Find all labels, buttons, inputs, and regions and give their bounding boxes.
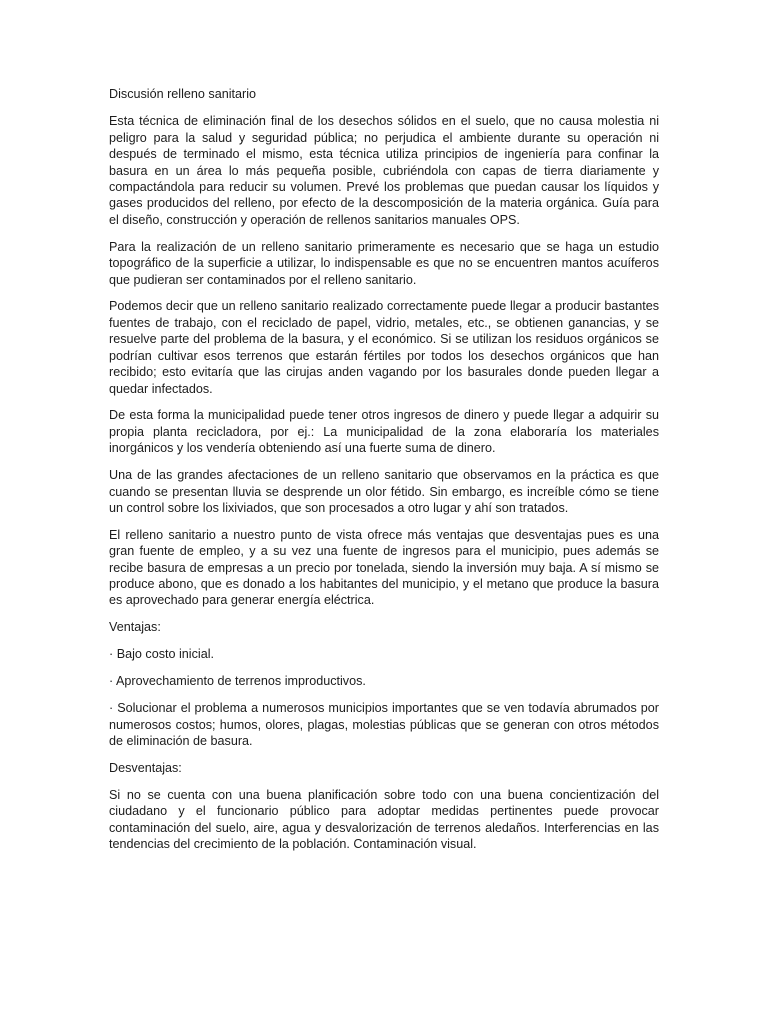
ventaja-item: · Aprovechamiento de terrenos improductivos. bbox=[109, 674, 366, 689]
paragraph-topographic-study: Para la realización de un relleno sanitario primeramente es necesario que se haga un estudio topográfico de la superficie a utilizar, lo indispensable es que no se encuentren mantos acuíferos que pudieran ser contaminados por el relleno sanitario. bbox=[109, 239, 659, 287]
ventajas-heading: Ventajas: bbox=[109, 620, 161, 635]
paragraph-definition: Esta técnica de eliminación final de los desechos sólidos en el suelo, que no causa molestia ni peligro para la salud y seguridad pública; no perjudica el ambiente durante su operación ni después de terminado el mismo, esta técnica utiliza principios de ingeniería para confinar la basura en un área lo más pequeña posible, cubriéndola con capas de tierra diariamente y compactándola para reducir su volumen. Prevé los problemas que puedan causar los líquidos y gases producidos del relleno, por efecto de la descomposición de la materia orgánica. Guía para el diseño, construcción y operación de rellenos sanitarios manuales OPS. bbox=[109, 114, 659, 227]
paragraph-opinion: El relleno sanitario a nuestro punto de vista ofrece más ventajas que desventajas pues es una gran fuente de empleo, y a su vez una fuente de ingresos para el municipio, pues además se recibe basura de empresas a un precio por tonelada, siendo la inversión muy baja. A sí mismo se produce abono, que es donado a los habitantes del municipio, y el metano que produce la basura es aprovechado para generar energía eléctrica. bbox=[109, 527, 659, 608]
desventajas-heading: Desventajas: bbox=[109, 760, 182, 775]
ventaja-item: · Bajo costo inicial. bbox=[109, 647, 214, 662]
paragraph-employment: Podemos decir que un relleno sanitario realizado correctamente puede llegar a producir bastantes fuentes de trabajo, con el reciclado de papel, vidrio, metales, etc., se obtienen ganancias, y se resuelve parte del problema de la basura, y el económico. Si se utilizan los residuos orgánicos se podrían cultivar esos terrenos que estarán fértiles por todos los desechos orgánicos que han recibido; esto evitaría que las cirujas anden vagando por los basurales donde pueden llegar a quedar infectados. bbox=[109, 299, 659, 396]
document-title: Discusión relleno sanitario bbox=[109, 87, 256, 101]
paragraph-municipal-income: De esta forma la municipalidad puede tener otros ingresos de dinero y puede llegar a adquirir su propia planta recicladora, por ej.: La municipalidad de la zona elaboraría los materiales inorgánicos y los vendería obteniendo así una fuerte suma de dinero. bbox=[109, 408, 659, 456]
paragraph-affectations: Una de las grandes afectaciones de un relleno sanitario que observamos en la práctica es que cuando se presentan lluvia se desprende un olor fétido. Sin embargo, es increíble cómo se tiene un control sobre los lixiviados, que son procesados a otro lugar y ahí son tratados. bbox=[109, 468, 659, 515]
desventajas-paragraph: Si no se cuenta con una buena planificación sobre todo con una buena concientización del ciudadano y el funcionario público para adoptar medidas pertinentes puede provocar contaminación del suelo, aire, agua y desvalorización de terrenos aledaños. Interferencias en las tendencias del crecimiento de la población. Contaminación visual. bbox=[109, 787, 659, 851]
document-body bbox=[109, 86, 659, 863]
ventaja-item: · Solucionar el problema a numerosos municipios importantes que se ven todavía abrumados por numerosos costos; humos, olores, plagas, molestias públicas que se generan con otros métodos de eliminación de basura. bbox=[109, 701, 659, 748]
